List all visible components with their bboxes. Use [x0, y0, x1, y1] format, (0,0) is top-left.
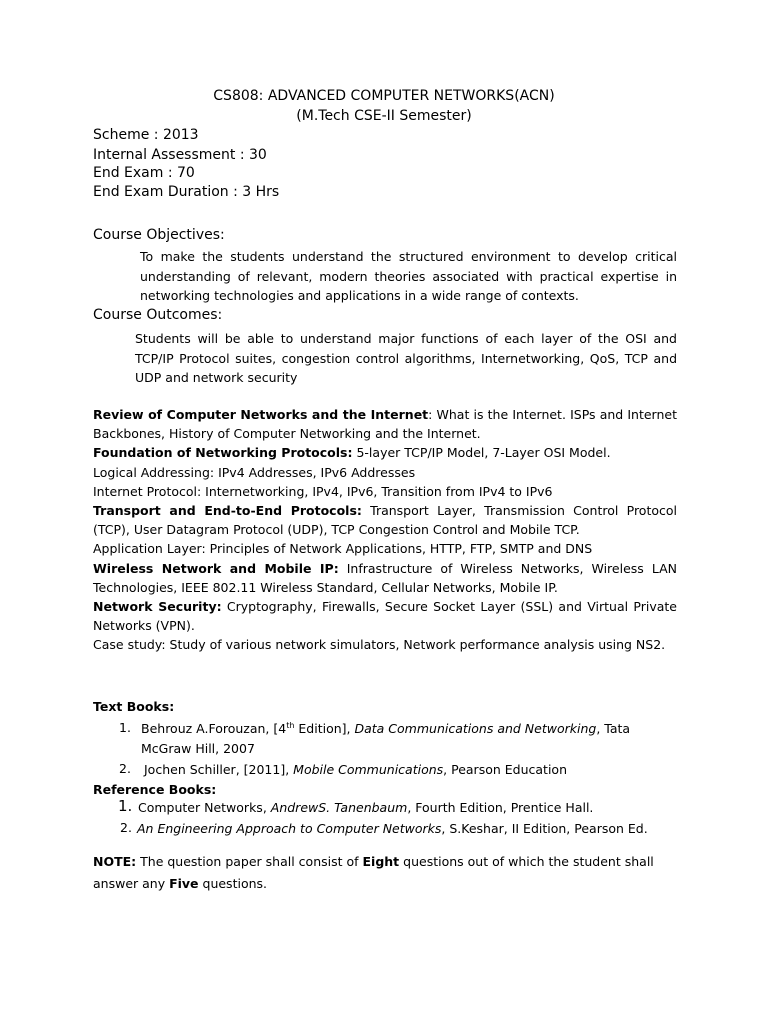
- objectives-text: To make the students understand the structured environment to develop critical understanding of relevant, modern theories associated with practical expertise in networking technologies and applications in a wide range of contexts.: [140, 249, 677, 303]
- outcomes-text: Students will be able to understand major functions of each layer of the OSI and TCP/IP Protocol suites, congestion control algorithms, Internetworking, QoS, TCP and UDP and network security: [135, 331, 677, 385]
- topic-review: Review of Computer Networks and the Internet: What is the Internet. ISPs and Internet Backbones, History of Computer Networking and the Internet.: [93, 407, 677, 442]
- note-eight: Eight: [362, 854, 400, 869]
- textbook-1-title: Data Communications and Networking: [354, 721, 597, 736]
- internal-assessment-line: Internal Assessment : 30: [93, 147, 267, 163]
- topic-foundation-title: Foundation of Networking Protocols:: [93, 445, 353, 461]
- topic-security-title: Network Security:: [93, 599, 222, 615]
- textbook-1-line2: McGraw Hill, 2007: [141, 741, 255, 756]
- topic-review-title: Review of Computer Networks and the Internet: [93, 407, 429, 422]
- refbook-1-number: 1.: [118, 797, 133, 815]
- topic-transport-title: Transport and End-to-End Protocols:: [93, 503, 362, 519]
- topic-case-study: Case study: Study of various network simulators, Network performance analysis using NS2.: [93, 637, 666, 653]
- refbook-2-number: 2.: [120, 820, 132, 835]
- topic-wireless: Wireless Network and Mobile IP: Infrastructure of Wireless Networks, Wireless LAN Technologies, IEEE 802.11 Wireless Standard, Cellular Networks, Mobile IP.: [93, 560, 677, 595]
- objectives-heading: Course Objectives:: [93, 227, 225, 243]
- textbooks-heading: Text Books:: [93, 699, 175, 714]
- note-line-2: answer any Five questions.: [93, 876, 267, 891]
- topics-section: [93, 405, 677, 655]
- reference-books-heading: Reference Books:: [93, 782, 217, 797]
- topic-transport: Transport and End-to-End Protocols: Transport Layer, Transmission Control Protocol (TCP), User Datagram Protocol (UDP), TCP Congestion Control and Mobile TCP.: [93, 503, 677, 538]
- refbook-1-author: AndrewS. Tanenbaum: [270, 800, 408, 815]
- outcomes-heading: Course Outcomes:: [93, 307, 223, 323]
- textbook-1-number: 1.: [119, 720, 131, 735]
- note-label: NOTE:: [93, 854, 137, 869]
- note-line-1: NOTE: The question paper shall consist of Eight questions out of which the student shall: [93, 854, 654, 869]
- textbook-2-number: 2.: [119, 761, 131, 776]
- topic-wireless-title: Wireless Network and Mobile IP:: [93, 560, 339, 576]
- topic-internet-protocol: Internet Protocol: Internetworking, IPv4, IPv6, Transition from IPv4 to IPv6: [93, 483, 553, 499]
- topic-foundation: Foundation of Networking Protocols: 5-layer TCP/IP Model, 7-Layer OSI Model.: [93, 445, 611, 461]
- textbook-1: Behrouz A.Forouzan, [4th Edition], Data Communications and Networking, Tata: [141, 720, 631, 736]
- scheme-line: Scheme : 2013: [93, 127, 199, 143]
- topic-logical-addressing: Logical Addressing: IPv4 Addresses, IPv6 Addresses: [93, 464, 416, 480]
- textbook-2: Jochen Schiller, [2011], Mobile Communications, Pearson Education: [144, 762, 567, 777]
- end-exam-line: End Exam : 70: [93, 165, 195, 181]
- refbook-2-title: An Engineering Approach to Computer Networks: [137, 821, 442, 836]
- course-subtitle: (M.Tech CSE-II Semester): [296, 108, 472, 124]
- note-five: Five: [169, 876, 199, 891]
- textbook-2-title: Mobile Communications: [293, 762, 444, 777]
- refbook-1: Computer Networks, AndrewS. Tanenbaum, Fourth Edition, Prentice Hall.: [138, 800, 594, 815]
- course-title: CS808: ADVANCED COMPUTER NETWORKS(ACN): [213, 88, 555, 104]
- topic-security: Network Security: Cryptography, Firewalls, Secure Socket Layer (SSL) and Virtual Private Networks (VPN).: [93, 599, 677, 634]
- refbook-2: An Engineering Approach to Computer Networks, S.Keshar, II Edition, Pearson Ed.: [137, 821, 648, 836]
- exam-duration-line: End Exam Duration : 3 Hrs: [93, 184, 280, 200]
- topic-application-layer: Application Layer: Principles of Network Applications, HTTP, FTP, SMTP and DNS: [93, 541, 593, 557]
